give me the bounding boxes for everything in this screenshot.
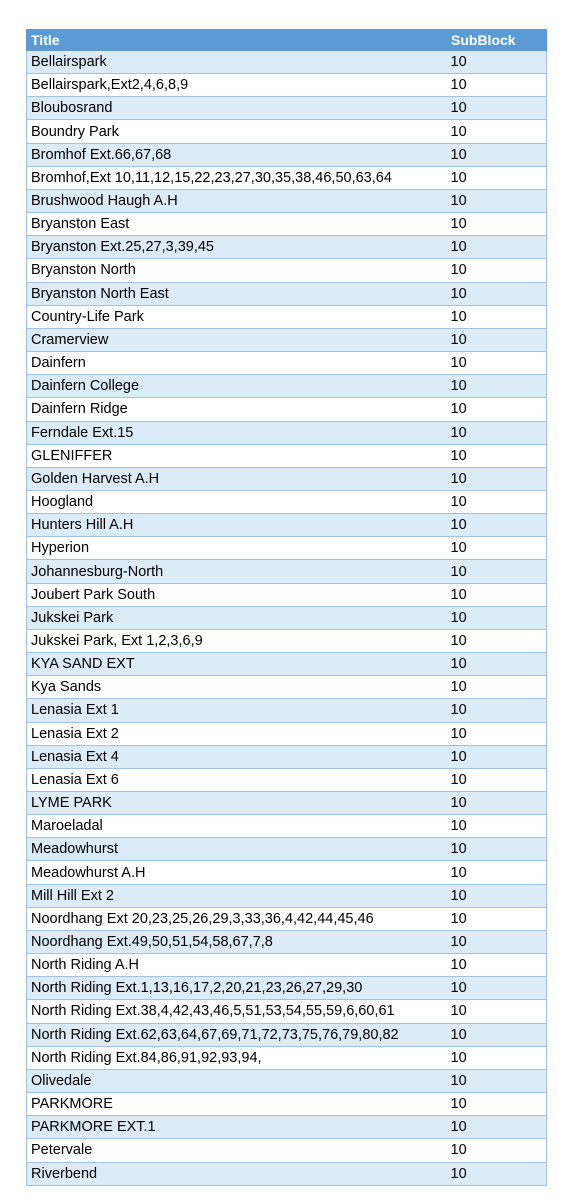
cell-title: Lenasia Ext 2	[27, 722, 447, 745]
cell-title: Brushwood Haugh A.H	[27, 189, 447, 212]
cell-title: KYA SAND EXT	[27, 653, 447, 676]
cell-title: Petervale	[27, 1139, 447, 1162]
cell-subblock: 10	[447, 792, 547, 815]
cell-title: Noordhang Ext 20,23,25,26,29,3,33,36,4,42,44,45,46	[27, 907, 447, 930]
table-row	[27, 815, 547, 838]
cell-title: North Riding A.H	[27, 954, 447, 977]
cell-title: Dainfern Ridge	[27, 398, 447, 421]
table-row	[27, 792, 547, 815]
table-row	[27, 189, 547, 212]
table-row	[27, 305, 547, 328]
table-row	[27, 838, 547, 861]
cell-title: Bryanston Ext.25,27,3,39,45	[27, 236, 447, 259]
table-row	[27, 74, 547, 97]
subblock-table	[26, 29, 547, 1186]
table-row	[27, 467, 547, 490]
table-row	[27, 1093, 547, 1116]
cell-title: Mill Hill Ext 2	[27, 884, 447, 907]
cell-subblock: 10	[447, 1023, 547, 1046]
table-row	[27, 514, 547, 537]
cell-subblock: 10	[447, 1093, 547, 1116]
cell-subblock: 10	[447, 328, 547, 351]
table-row	[27, 977, 547, 1000]
cell-title: Bloubosrand	[27, 97, 447, 120]
cell-title: North Riding Ext.62,63,64,67,69,71,72,73,75,76,79,80,82	[27, 1023, 447, 1046]
cell-title: Hyperion	[27, 537, 447, 560]
table-row	[27, 421, 547, 444]
cell-subblock: 10	[447, 838, 547, 861]
cell-subblock: 10	[447, 143, 547, 166]
cell-subblock: 10	[447, 398, 547, 421]
cell-subblock: 10	[447, 722, 547, 745]
cell-title: Bellairspark,Ext2,4,6,8,9	[27, 74, 447, 97]
cell-title: Hunters Hill A.H	[27, 514, 447, 537]
cell-subblock: 10	[447, 421, 547, 444]
column-header-title: Title	[27, 30, 447, 51]
table-row	[27, 120, 547, 143]
cell-title: Country-Life Park	[27, 305, 447, 328]
cell-subblock: 10	[447, 745, 547, 768]
table-row	[27, 398, 547, 421]
cell-title: North Riding Ext.1,13,16,17,2,20,21,23,26,27,29,30	[27, 977, 447, 1000]
table-row	[27, 1116, 547, 1139]
cell-title: Riverbend	[27, 1162, 447, 1185]
table-row	[27, 97, 547, 120]
cell-title: Ferndale Ext.15	[27, 421, 447, 444]
table-row	[27, 745, 547, 768]
cell-title: Meadowhurst A.H	[27, 861, 447, 884]
cell-subblock: 10	[447, 815, 547, 838]
table-row	[27, 259, 547, 282]
cell-subblock: 10	[447, 930, 547, 953]
cell-subblock: 10	[447, 51, 547, 74]
table-row	[27, 375, 547, 398]
table-row	[27, 954, 547, 977]
column-header-subblock: SubBlock	[447, 30, 547, 51]
table-row	[27, 676, 547, 699]
cell-subblock: 10	[447, 236, 547, 259]
cell-title: Lenasia Ext 1	[27, 699, 447, 722]
cell-title: Bryanston North	[27, 259, 447, 282]
table-body	[27, 51, 547, 1186]
cell-subblock: 10	[447, 282, 547, 305]
cell-subblock: 10	[447, 676, 547, 699]
cell-subblock: 10	[447, 606, 547, 629]
cell-subblock: 10	[447, 699, 547, 722]
table-row	[27, 560, 547, 583]
table-row	[27, 1162, 547, 1185]
cell-subblock: 10	[447, 907, 547, 930]
table-row	[27, 444, 547, 467]
table-row	[27, 884, 547, 907]
cell-title: Bryanston North East	[27, 282, 447, 305]
cell-subblock: 10	[447, 352, 547, 375]
cell-title: North Riding Ext.38,4,42,43,46,5,51,53,54,55,59,6,60,61	[27, 1000, 447, 1023]
cell-subblock: 10	[447, 120, 547, 143]
cell-subblock: 10	[447, 583, 547, 606]
cell-title: Lenasia Ext 6	[27, 768, 447, 791]
cell-subblock: 10	[447, 97, 547, 120]
cell-title: Bromhof,Ext 10,11,12,15,22,23,27,30,35,38,46,50,63,64	[27, 166, 447, 189]
cell-title: Jukskei Park	[27, 606, 447, 629]
cell-subblock: 10	[447, 768, 547, 791]
cell-subblock: 10	[447, 166, 547, 189]
table-row	[27, 861, 547, 884]
cell-title: Hoogland	[27, 490, 447, 513]
cell-subblock: 10	[447, 653, 547, 676]
table-row	[27, 653, 547, 676]
table-row	[27, 606, 547, 629]
table-row	[27, 352, 547, 375]
cell-subblock: 10	[447, 259, 547, 282]
cell-title: Bryanston East	[27, 213, 447, 236]
cell-subblock: 10	[447, 444, 547, 467]
cell-subblock: 10	[447, 560, 547, 583]
cell-title: Dainfern College	[27, 375, 447, 398]
table-row	[27, 629, 547, 652]
cell-subblock: 10	[447, 1046, 547, 1069]
cell-title: LYME PARK	[27, 792, 447, 815]
cell-title: GLENIFFER	[27, 444, 447, 467]
table-row	[27, 166, 547, 189]
cell-subblock: 10	[447, 1116, 547, 1139]
table-row	[27, 1023, 547, 1046]
cell-subblock: 10	[447, 467, 547, 490]
cell-title: Cramerview	[27, 328, 447, 351]
cell-subblock: 10	[447, 375, 547, 398]
cell-subblock: 10	[447, 977, 547, 1000]
table-row	[27, 537, 547, 560]
cell-subblock: 10	[447, 861, 547, 884]
table-row	[27, 722, 547, 745]
cell-subblock: 10	[447, 1139, 547, 1162]
table-row	[27, 236, 547, 259]
cell-title: Meadowhurst	[27, 838, 447, 861]
cell-title: Lenasia Ext 4	[27, 745, 447, 768]
cell-title: Joubert Park South	[27, 583, 447, 606]
cell-subblock: 10	[447, 1069, 547, 1092]
cell-subblock: 10	[447, 884, 547, 907]
cell-title: Bromhof Ext.66,67,68	[27, 143, 447, 166]
cell-subblock: 10	[447, 537, 547, 560]
table-row	[27, 282, 547, 305]
cell-title: PARKMORE	[27, 1093, 447, 1116]
cell-title: Maroeladal	[27, 815, 447, 838]
cell-title: Kya Sands	[27, 676, 447, 699]
table-row	[27, 328, 547, 351]
cell-title: North Riding Ext.84,86,91,92,93,94,	[27, 1046, 447, 1069]
cell-subblock: 10	[447, 1000, 547, 1023]
cell-title: Noordhang Ext.49,50,51,54,58,67,7,8	[27, 930, 447, 953]
cell-title: Dainfern	[27, 352, 447, 375]
table-row	[27, 1046, 547, 1069]
cell-title: Golden Harvest A.H	[27, 467, 447, 490]
cell-subblock: 10	[447, 305, 547, 328]
cell-title: Johannesburg-North	[27, 560, 447, 583]
cell-title: Boundry Park	[27, 120, 447, 143]
table-row	[27, 768, 547, 791]
table-row	[27, 143, 547, 166]
table-row	[27, 1000, 547, 1023]
cell-subblock: 10	[447, 213, 547, 236]
table-row	[27, 1069, 547, 1092]
cell-subblock: 10	[447, 954, 547, 977]
cell-title: Olivedale	[27, 1069, 447, 1092]
header-row	[27, 30, 547, 51]
cell-title: Bellairspark	[27, 51, 447, 74]
table-row	[27, 1139, 547, 1162]
table-row	[27, 583, 547, 606]
table-row	[27, 51, 547, 74]
cell-subblock: 10	[447, 490, 547, 513]
table-row	[27, 490, 547, 513]
cell-title: Jukskei Park, Ext 1,2,3,6,9	[27, 629, 447, 652]
table-row	[27, 699, 547, 722]
cell-subblock: 10	[447, 629, 547, 652]
cell-subblock: 10	[447, 514, 547, 537]
table-row	[27, 930, 547, 953]
cell-subblock: 10	[447, 189, 547, 212]
cell-subblock: 10	[447, 1162, 547, 1185]
table-row	[27, 907, 547, 930]
cell-subblock: 10	[447, 74, 547, 97]
cell-title: PARKMORE EXT.1	[27, 1116, 447, 1139]
table-row	[27, 213, 547, 236]
